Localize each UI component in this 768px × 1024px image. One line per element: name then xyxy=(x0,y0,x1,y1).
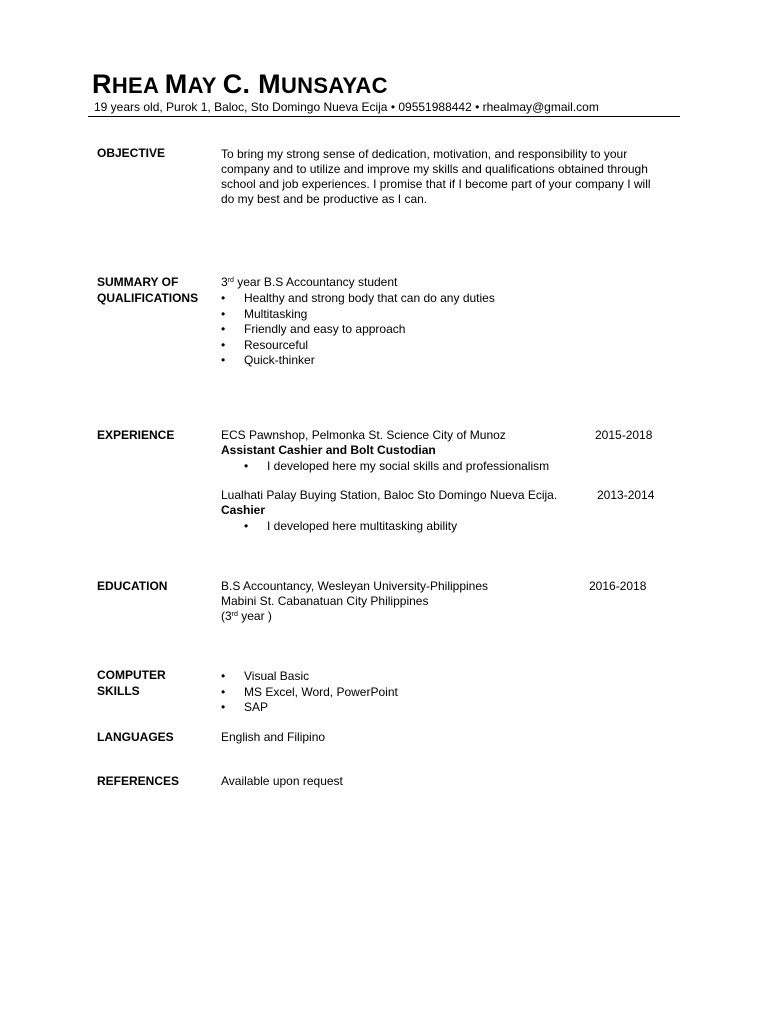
languages-label: LANGUAGES xyxy=(97,730,174,744)
objective-label: OBJECTIVE xyxy=(97,146,166,160)
header-divider xyxy=(88,116,680,117)
job-place: ECS Pawnshop, Pelmonka St. Science City of Munoz xyxy=(221,428,506,442)
job-place: Lualhati Palay Buying Station, Baloc Sto Domingo Nueva Ecija. xyxy=(221,488,558,502)
objective-text: To bring my strong sense of dedication, motivation, and responsibility to your company and to utilize and improve my skills and qualifications obtained through school and job experiences. I promise that if I become part of your company I will do my best and be productive as I can. xyxy=(221,147,651,206)
list-item: • Visual Basic xyxy=(221,669,398,685)
list-item: • Multitasking xyxy=(221,307,495,323)
summary-list xyxy=(221,291,495,369)
references-label: REFERENCES xyxy=(97,774,180,788)
list-item: • MS Excel, Word, PowerPoint xyxy=(221,685,398,701)
education-degree: B.S Accountancy, Wesleyan University-Philippines xyxy=(221,579,489,593)
job-notes xyxy=(244,519,457,535)
languages-text: English and Filipino xyxy=(221,730,326,744)
experience-label: EXPERIENCE xyxy=(97,428,175,442)
education-dates: 2016-2018 xyxy=(589,579,647,593)
applicant-name: RHEA MAY C. MUNSAYAC xyxy=(92,69,388,99)
references-text: Available upon request xyxy=(221,774,343,788)
list-item: • I developed here my social skills and professionalism xyxy=(244,459,549,475)
job-dates: 2013-2014 xyxy=(597,488,655,502)
job-notes xyxy=(244,459,549,475)
computer-skills-label: COMPUTER SKILLS xyxy=(97,668,166,698)
education-year: (3rd year ) xyxy=(221,609,272,623)
job-title: Assistant Cashier and Bolt Custodian xyxy=(221,443,436,457)
job-title: Cashier xyxy=(221,503,266,517)
summary-year: 3rd year B.S Accountancy student xyxy=(221,275,398,289)
list-item: • Friendly and easy to approach xyxy=(221,322,495,338)
list-item: • I developed here multitasking ability xyxy=(244,519,457,535)
education-label: EDUCATION xyxy=(97,579,168,593)
summary-label: SUMMARY OF QUALIFICATIONS xyxy=(97,275,199,305)
list-item: • Resourceful xyxy=(221,338,495,354)
job-dates: 2015-2018 xyxy=(595,428,653,442)
list-item: • Quick-thinker xyxy=(221,353,495,369)
list-item: • Healthy and strong body that can do any duties xyxy=(221,291,495,307)
education-address: Mabini St. Cabanatuan City Philippines xyxy=(221,594,429,608)
computer-skills-list xyxy=(221,669,398,716)
contact-line: 19 years old, Purok 1, Baloc, Sto Domingo Nueva Ecija • 09551988442 • rhealmay@gmail.com xyxy=(94,100,599,114)
list-item: • SAP xyxy=(221,700,398,716)
